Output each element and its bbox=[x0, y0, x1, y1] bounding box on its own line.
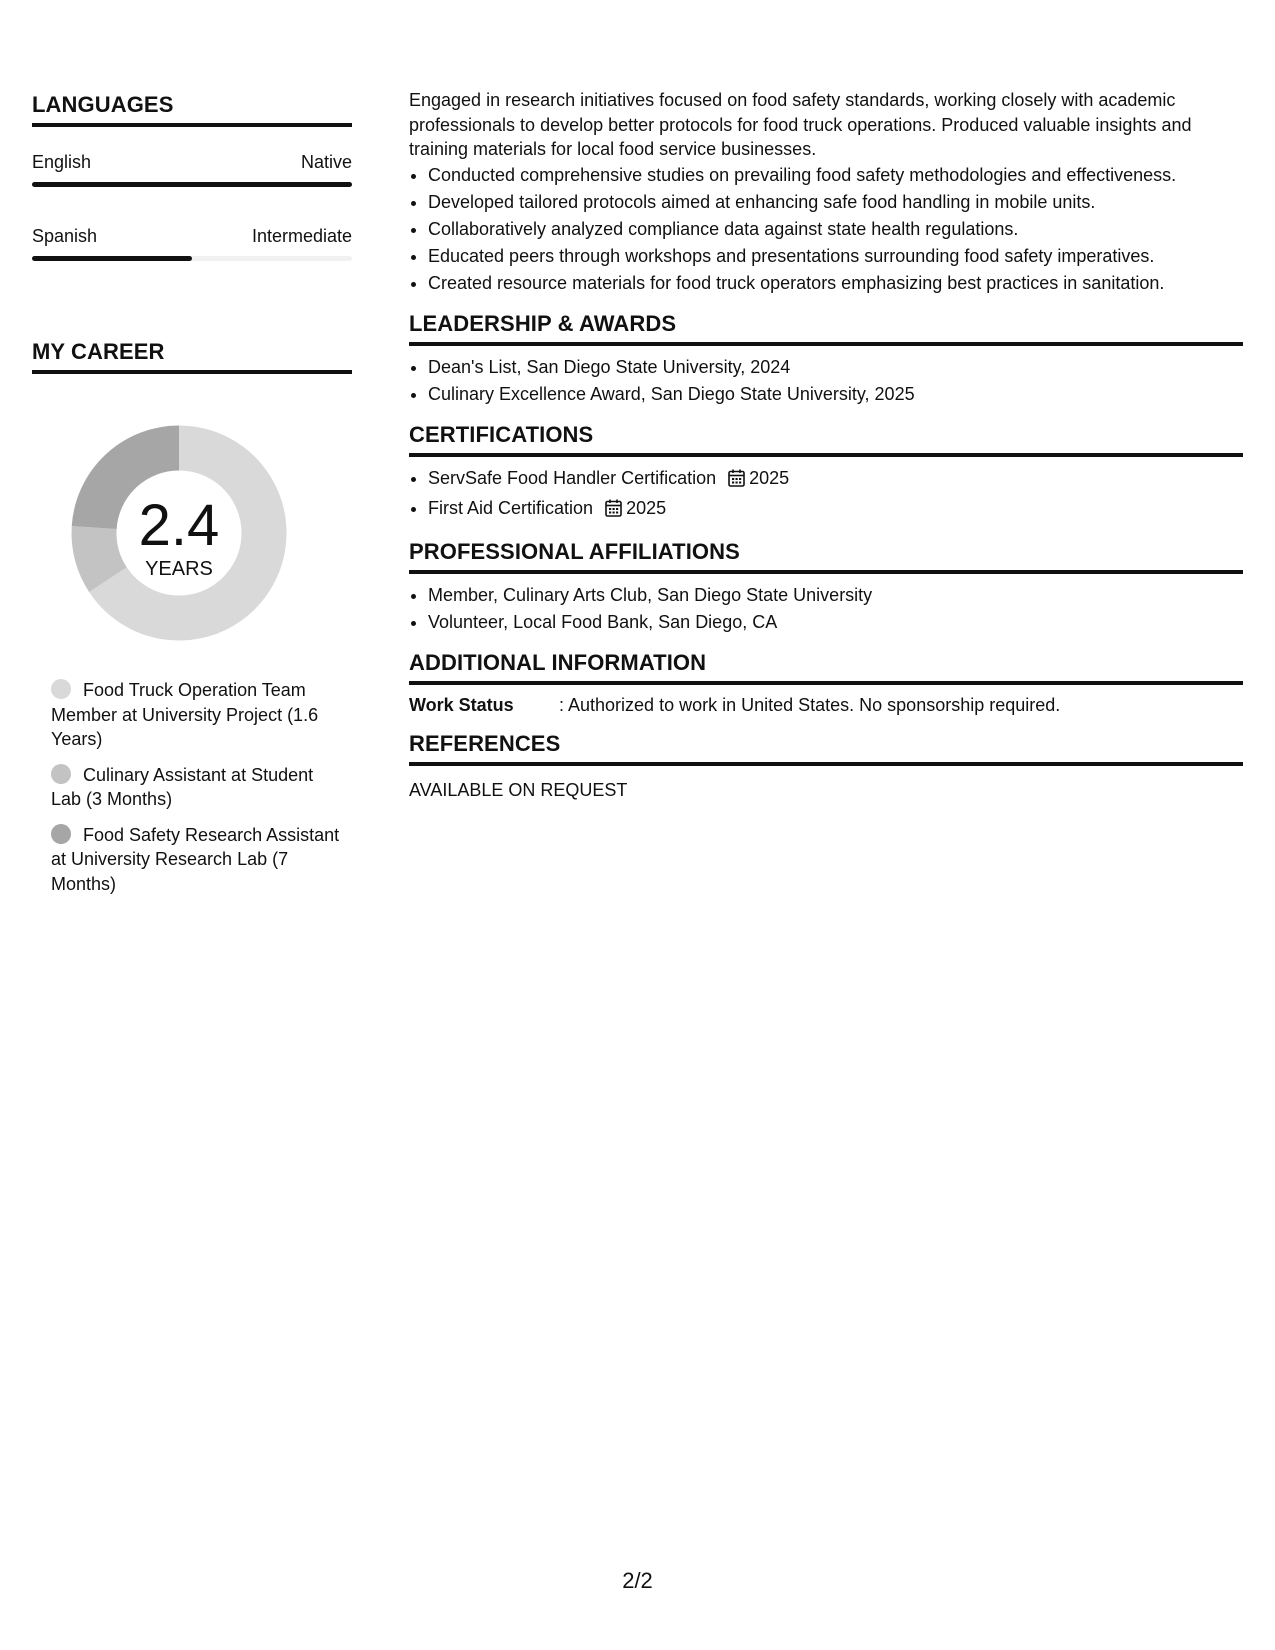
languages-section bbox=[32, 92, 352, 261]
language-name: Spanish bbox=[32, 226, 98, 246]
legend-dot bbox=[51, 679, 71, 699]
certification-year: 2025 bbox=[749, 467, 790, 488]
page-number: 2/2 bbox=[622, 1568, 653, 1593]
list-item: • Collaboratively analyzed compliance data against state health regulations. bbox=[428, 216, 1243, 243]
list-item: • Culinary Excellence Award, San Diego State University, 2025 bbox=[428, 381, 1243, 408]
list-item bbox=[428, 465, 1243, 495]
language-proficiency-fill bbox=[32, 182, 352, 187]
career-donut-chart bbox=[64, 418, 294, 648]
list-item: • Educated peers through workshops and presentations surrounding food safety imperatives. bbox=[428, 243, 1243, 270]
additional-title: ADDITIONAL INFORMATION bbox=[409, 650, 1243, 685]
career-section bbox=[32, 339, 352, 896]
career-legend bbox=[51, 678, 341, 896]
career-title: MY CAREER bbox=[32, 339, 352, 374]
main-content bbox=[409, 88, 1243, 802]
awards-title: LEADERSHIP & AWARDS bbox=[409, 311, 1243, 346]
language-name: English bbox=[32, 152, 92, 172]
list-item: • Volunteer, Local Food Bank, San Diego, CA bbox=[428, 609, 1243, 636]
references-section bbox=[409, 731, 1243, 802]
languages-title: LANGUAGES bbox=[32, 92, 352, 127]
certifications-title: CERTIFICATIONS bbox=[409, 422, 1243, 457]
career-total-unit: YEARS bbox=[145, 558, 213, 580]
legend-label: Culinary Assistant at Student Lab (3 Months) bbox=[51, 764, 314, 809]
references-title: REFERENCES bbox=[409, 731, 1243, 766]
work-status-label: Work Status bbox=[409, 694, 514, 715]
legend-label: Food Safety Research Assistant at University Research Lab (7 Months) bbox=[51, 824, 340, 894]
list-item: • Developed tailored protocols aimed at enhancing safe food handling in mobile units. bbox=[428, 189, 1243, 216]
list-item bbox=[428, 495, 1243, 525]
legend-dot bbox=[51, 764, 71, 784]
certification-name: ServSafe Food Handler Certification bbox=[428, 467, 717, 488]
calendar-icon bbox=[728, 468, 745, 495]
affiliations-title: PROFESSIONAL AFFILIATIONS bbox=[409, 539, 1243, 574]
additional-section bbox=[409, 650, 1243, 717]
sidebar bbox=[32, 92, 352, 907]
legend-dot bbox=[51, 824, 71, 844]
affiliations-section bbox=[409, 539, 1243, 636]
experience-section bbox=[409, 88, 1243, 297]
list-item: • Conducted comprehensive studies on prevailing food safety methodologies and effectiveness. bbox=[428, 162, 1243, 189]
certification-name: First Aid Certification bbox=[428, 497, 594, 518]
legend-item bbox=[51, 763, 341, 812]
awards-section bbox=[409, 311, 1243, 408]
language-proficiency-fill bbox=[32, 256, 192, 261]
experience-bullets bbox=[409, 162, 1243, 297]
legend-item bbox=[51, 823, 341, 897]
language-proficiency-bar bbox=[32, 182, 352, 187]
legend-label: Food Truck Operation Team Member at University Project (1.6 Years) bbox=[51, 680, 319, 749]
experience-summary: Engaged in research initiatives focused on food safety standards, working closely with academic professionals to develop better protocols for food truck operations. Produced valuable insights and training materials for local food service businesses. bbox=[409, 90, 1192, 159]
list-item: • Dean's List, San Diego State University, 2024 bbox=[428, 354, 1243, 381]
language-proficiency-bar bbox=[32, 256, 352, 261]
language-item bbox=[32, 225, 352, 261]
certifications-section bbox=[409, 422, 1243, 525]
career-total-value: 2.4 bbox=[138, 493, 220, 558]
work-status-row bbox=[409, 693, 1243, 717]
language-item bbox=[32, 151, 352, 187]
calendar-icon bbox=[605, 498, 622, 525]
certification-year: 2025 bbox=[626, 497, 667, 518]
work-status-value: : Authorized to work in United States. No sponsorship required. bbox=[559, 694, 1061, 715]
language-level: Intermediate bbox=[251, 226, 352, 246]
list-item: • Created resource materials for food truck operators emphasizing best practices in sanitation. bbox=[428, 270, 1243, 297]
list-item: • Member, Culinary Arts Club, San Diego State University bbox=[428, 582, 1243, 609]
legend-item bbox=[51, 678, 341, 752]
language-level: Native bbox=[300, 152, 352, 172]
references-text: AVAILABLE ON REQUEST bbox=[409, 779, 628, 800]
